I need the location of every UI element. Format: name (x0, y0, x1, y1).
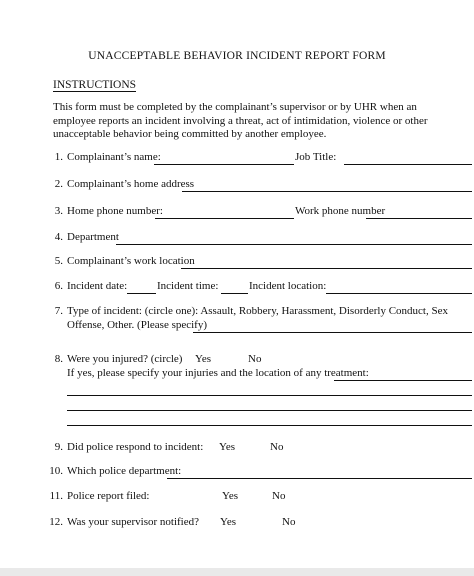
injuries-blank-3[interactable] (67, 410, 472, 411)
home-address-blank[interactable] (182, 191, 472, 192)
field-number: 5. (54, 255, 63, 267)
supervisor-notified-no-option[interactable]: No (282, 516, 296, 528)
police-report-yes-option[interactable]: Yes (222, 490, 239, 502)
field-text-continued: If yes, please specify your injuries and the location of any treatment: (67, 367, 369, 379)
police-respond-no-option[interactable]: No (270, 441, 284, 453)
field-number: 10. (49, 465, 63, 477)
field-label: Complainant’s name: (67, 151, 161, 163)
incident-date-blank[interactable] (127, 293, 156, 294)
field-label: Complainant’s home address (67, 178, 195, 190)
field-number: 3. (54, 205, 63, 217)
injuries-blank-4[interactable] (67, 425, 472, 426)
field-number: 9. (54, 441, 63, 453)
page-bottom-edge (0, 568, 474, 576)
incident-location-blank[interactable] (326, 293, 472, 294)
field-label: Were you injured? (circle) (67, 353, 183, 365)
field-label: Home phone number: (67, 205, 163, 217)
incident-type-specify-blank[interactable] (193, 332, 472, 333)
work-location-blank[interactable] (181, 268, 472, 269)
field-label: Police report filed: (67, 490, 150, 502)
field-number: 1. (54, 151, 63, 163)
injured-no-option[interactable]: No (248, 353, 262, 365)
incident-time-blank[interactable] (221, 293, 248, 294)
field-label-incident-location: Incident location: (249, 280, 327, 292)
injured-yes-option[interactable]: Yes (195, 353, 212, 365)
work-phone-blank[interactable] (366, 218, 472, 219)
home-phone-blank[interactable] (155, 218, 294, 219)
field-label: Department (67, 231, 119, 243)
field-label-job-title: Job Title: (295, 151, 337, 163)
complainant-name-blank[interactable] (154, 164, 294, 165)
instructions-text: This form must be completed by the complainant’s supervisor or by UHR when an employee reports an incident involving a threat, act of intimidation, violence or other unacceptable behavior being committed by another employee. (53, 101, 428, 140)
field-label-work-phone: Work phone number (295, 205, 386, 217)
department-blank[interactable] (116, 244, 472, 245)
field-number: 2. (54, 178, 63, 190)
police-respond-yes-option[interactable]: Yes (219, 441, 236, 453)
field-label: Which police department: (67, 465, 182, 477)
field-text-continued: Offense, Other. (Please specify) (67, 319, 207, 331)
field-label: Was your supervisor notified? (67, 516, 199, 528)
field-number: 7. (54, 305, 63, 317)
field-number: 11. (49, 490, 63, 502)
supervisor-notified-yes-option[interactable]: Yes (220, 516, 237, 528)
field-label: Incident date: (67, 280, 128, 292)
field-text: Type of incident: (circle one): Assault, Robbery, Harassment, Disorderly Conduct, Sex (67, 305, 448, 317)
police-report-no-option[interactable]: No (272, 490, 286, 502)
field-number: 4. (54, 231, 63, 243)
field-number: 12. (49, 516, 63, 528)
field-label: Did police respond to incident: (67, 441, 204, 453)
injuries-blank-1[interactable] (334, 380, 472, 381)
field-label: Complainant’s work location (67, 255, 195, 267)
form-title: UNACCEPTABLE BEHAVIOR INCIDENT REPORT FORM (88, 50, 386, 62)
police-department-blank[interactable] (167, 478, 472, 479)
field-number: 8. (54, 353, 63, 365)
field-number: 6. (54, 280, 63, 292)
job-title-blank[interactable] (344, 164, 472, 165)
field-label-incident-time: Incident time: (157, 280, 219, 292)
injuries-blank-2[interactable] (67, 395, 472, 396)
instructions-heading: INSTRUCTIONS (53, 79, 137, 91)
